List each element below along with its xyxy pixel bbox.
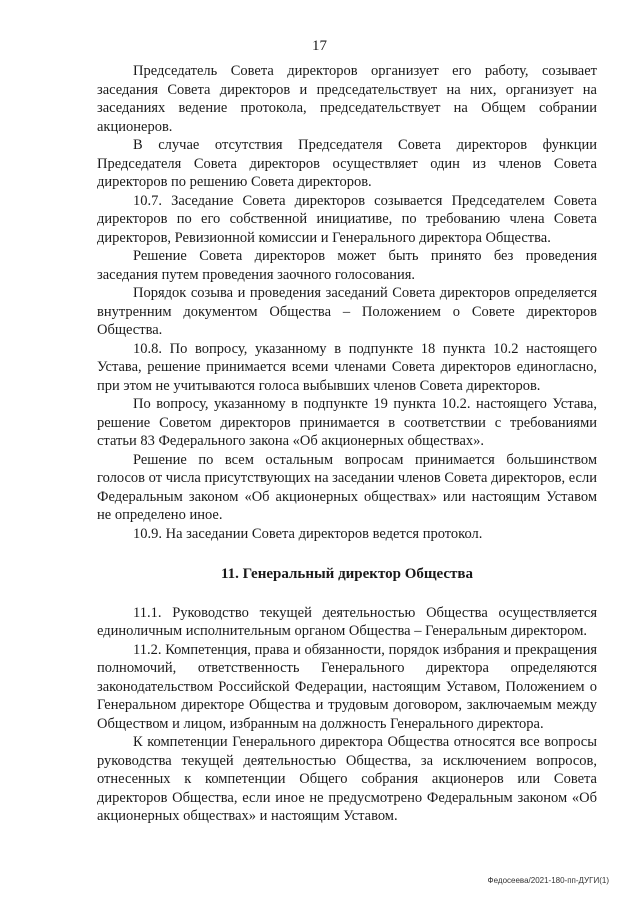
paragraph: К компетенции Генерального директора Общества относятся все вопросы руководства текущей деятельностью Общества, за исключением вопросов, отнесенных к компетенции Общего собрания акционеров или Совета директоров Общества, если иное не предусмотрено Федеральным законом «Об акционерных обществах» и настоящим Уставом. — [97, 734, 597, 824]
paragraph: 11.2. Компетенция, права и обязанности, порядок избрания и прекращения полномочий, ответственность Генерального директора определяются законодательством Российской Федерации, настоящим Уставом, Положением о Генеральном директоре Общества и трудовым договором, заключаемым между Обществом и лицом, избранным на должность Генерального директора. — [97, 641, 597, 732]
paragraph: Решение по всем остальным вопросам принимается большинством голосов от числа присутствующих на заседании членов Совета директоров, если Федеральным законом «Об акционерных обществах» или настоящим Уставом не определено иное. — [97, 451, 597, 523]
document-body — [97, 62, 597, 826]
page-number: 17 — [312, 38, 327, 54]
paragraph: 10.9. На заседании Совета директоров ведется протокол. — [133, 525, 483, 542]
paragraph: 10.8. По вопросу, указанному в подпункте 18 пункта 10.2 настоящего Устава, решение принимается всеми членами Совета директоров единогласно, при этом не учитываются голоса выбывших членов Совета директоров. — [97, 340, 597, 394]
section-heading: 11. Генеральный директор Общества — [220, 566, 474, 582]
footer-reference: Федосеева/2021-180-пп-ДУГИ(1) — [487, 876, 609, 885]
paragraph: 11.1. Руководство текущей деятельностью Общества осуществляется единоличным исполнительным органом Общества – Генеральным директором. — [97, 604, 597, 639]
paragraph: Решение Совета директоров может быть принято без проведения заседания путем проведения заочного голосования. — [97, 248, 597, 283]
paragraph: В случае отсутствия Председателя Совета директоров функции Председателя Совета директоров осуществляет один из членов Совета директоров по решению Совета директоров. — [97, 137, 597, 190]
paragraph: Председатель Совета директоров организует его работу, созывает заседания Совета директоров и председательствует на них, организует на заседаниях ведение протокола, председательствует на Общем собрании акционеров. — [97, 63, 597, 135]
paragraph: 10.7. Заседание Совета директоров созывается Председателем Совета директоров по его собственной инициативе, по требованию члена Совета директоров, Ревизионной комиссии и Генерального директора Общества. — [97, 192, 597, 246]
paragraph: По вопросу, указанному в подпункте 19 пункта 10.2. настоящего Устава, решение Советом директоров принимается в соответствии с требованиями статьи 83 Федерального закона «Об акционерных обществах». — [97, 396, 597, 449]
paragraph: Порядок созыва и проведения заседаний Совета директоров определяется внутренним документом Общества – Положением о Совете директоров Общества. — [97, 285, 597, 338]
